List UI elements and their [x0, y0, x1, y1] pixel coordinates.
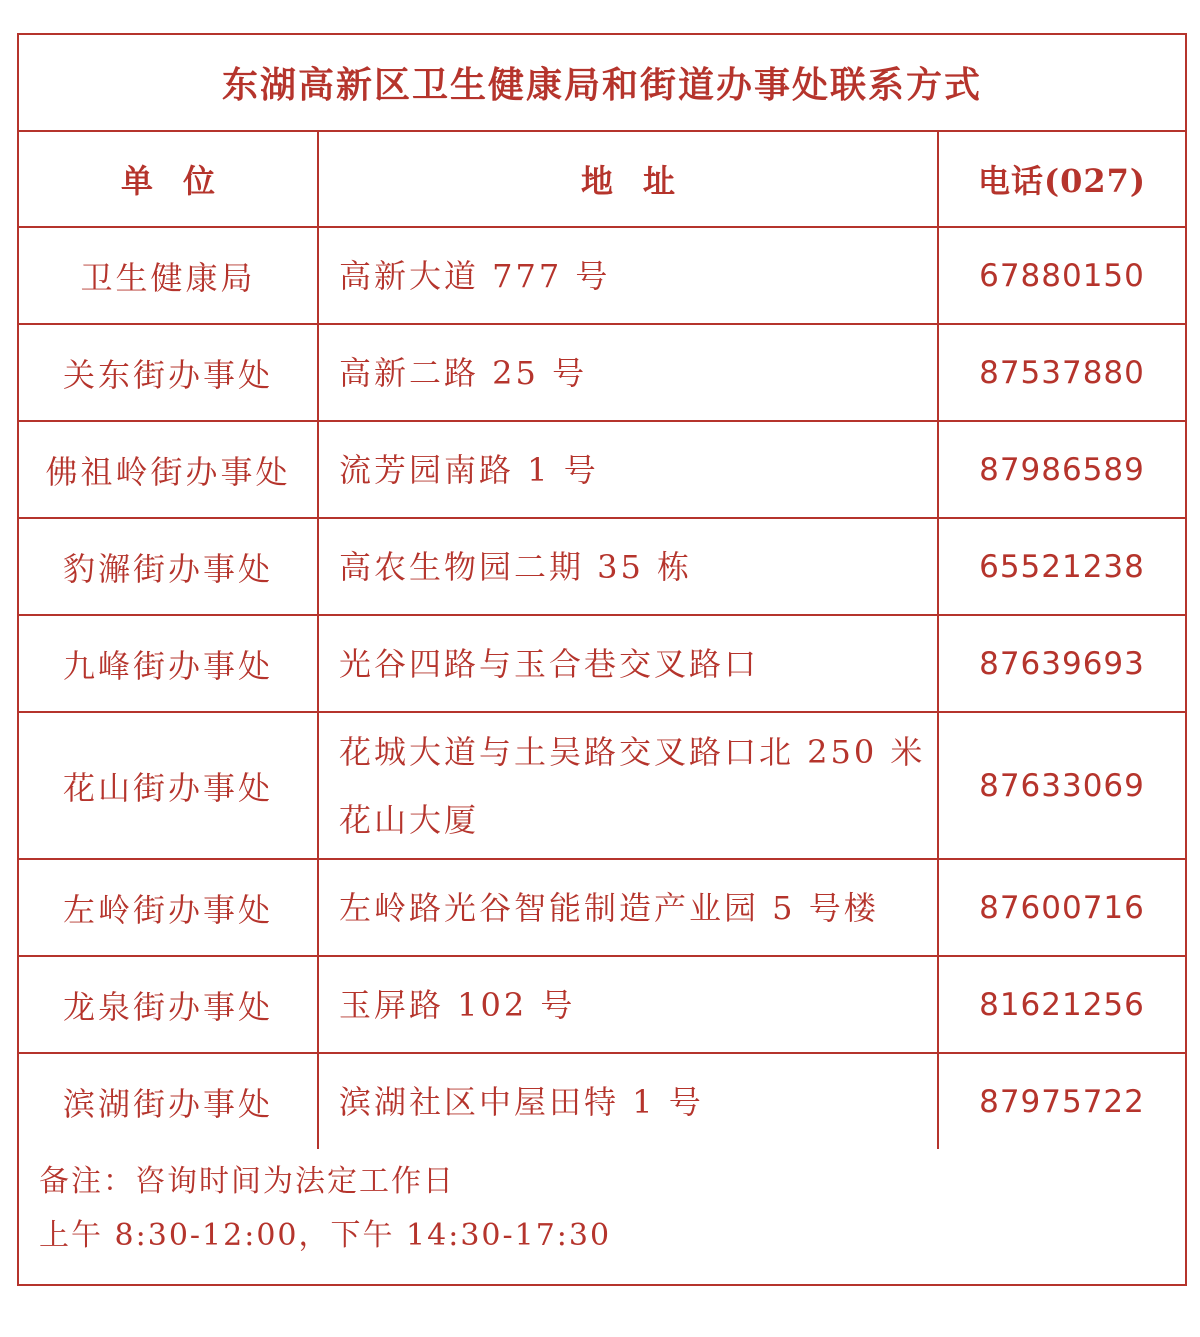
unit-cell: 龙泉街办事处 [19, 956, 318, 1053]
address-cell: 左岭路光谷智能制造产业园 5 号楼 [318, 859, 938, 956]
table-row [19, 227, 1185, 324]
address-cell: 流芳园南路 1 号 [318, 421, 938, 518]
phone-cell: 87600716 [938, 859, 1185, 956]
contact-table-frame [17, 33, 1187, 1286]
phone-cell: 87975722 [938, 1053, 1185, 1149]
table-row [19, 1053, 1185, 1149]
unit-cell: 关东街办事处 [19, 324, 318, 421]
address-cell: 花城大道与土吴路交叉路口北 250 米花山大厦 [318, 712, 938, 859]
contact-table [19, 132, 1185, 1149]
unit-cell: 滨湖街办事处 [19, 1053, 318, 1149]
address-cell: 光谷四路与玉合巷交叉路口 [318, 615, 938, 712]
table-row [19, 518, 1185, 615]
column-header-phone: 电话(027) [938, 132, 1185, 227]
table-row [19, 859, 1185, 956]
table-row [19, 421, 1185, 518]
phone-cell: 65521238 [938, 518, 1185, 615]
table-row [19, 956, 1185, 1053]
unit-cell: 佛祖岭街办事处 [19, 421, 318, 518]
table-row [19, 324, 1185, 421]
unit-cell: 花山街办事处 [19, 712, 318, 859]
unit-cell: 卫生健康局 [19, 227, 318, 324]
column-header-unit: 单位 [19, 132, 318, 227]
footnote-line-1: 备注：咨询时间为法定工作日 [39, 1164, 455, 1199]
phone-cell: 81621256 [938, 956, 1185, 1053]
footnote [39, 1155, 1159, 1263]
page-title: 东湖高新区卫生健康局和街道办事处联系方式 [19, 35, 1185, 132]
phone-cell: 87639693 [938, 615, 1185, 712]
phone-cell: 87537880 [938, 324, 1185, 421]
address-cell: 滨湖社区中屋田特 1 号 [318, 1053, 938, 1149]
phone-cell: 87633069 [938, 712, 1185, 859]
footnote-line-2: 上午 8:30-12:00，下午 14:30-17:30 [39, 1218, 612, 1253]
phone-cell: 87986589 [938, 421, 1185, 518]
unit-cell: 豹澥街办事处 [19, 518, 318, 615]
table-row [19, 615, 1185, 712]
address-cell: 高农生物园二期 35 栋 [318, 518, 938, 615]
unit-cell: 左岭街办事处 [19, 859, 318, 956]
phone-cell: 67880150 [938, 227, 1185, 324]
address-cell: 高新二路 25 号 [318, 324, 938, 421]
unit-cell: 九峰街办事处 [19, 615, 318, 712]
address-cell: 玉屏路 102 号 [318, 956, 938, 1053]
address-cell: 高新大道 777 号 [318, 227, 938, 324]
column-header-address: 地址 [318, 132, 938, 227]
table-row [19, 712, 1185, 859]
table-header-row [19, 132, 1185, 227]
